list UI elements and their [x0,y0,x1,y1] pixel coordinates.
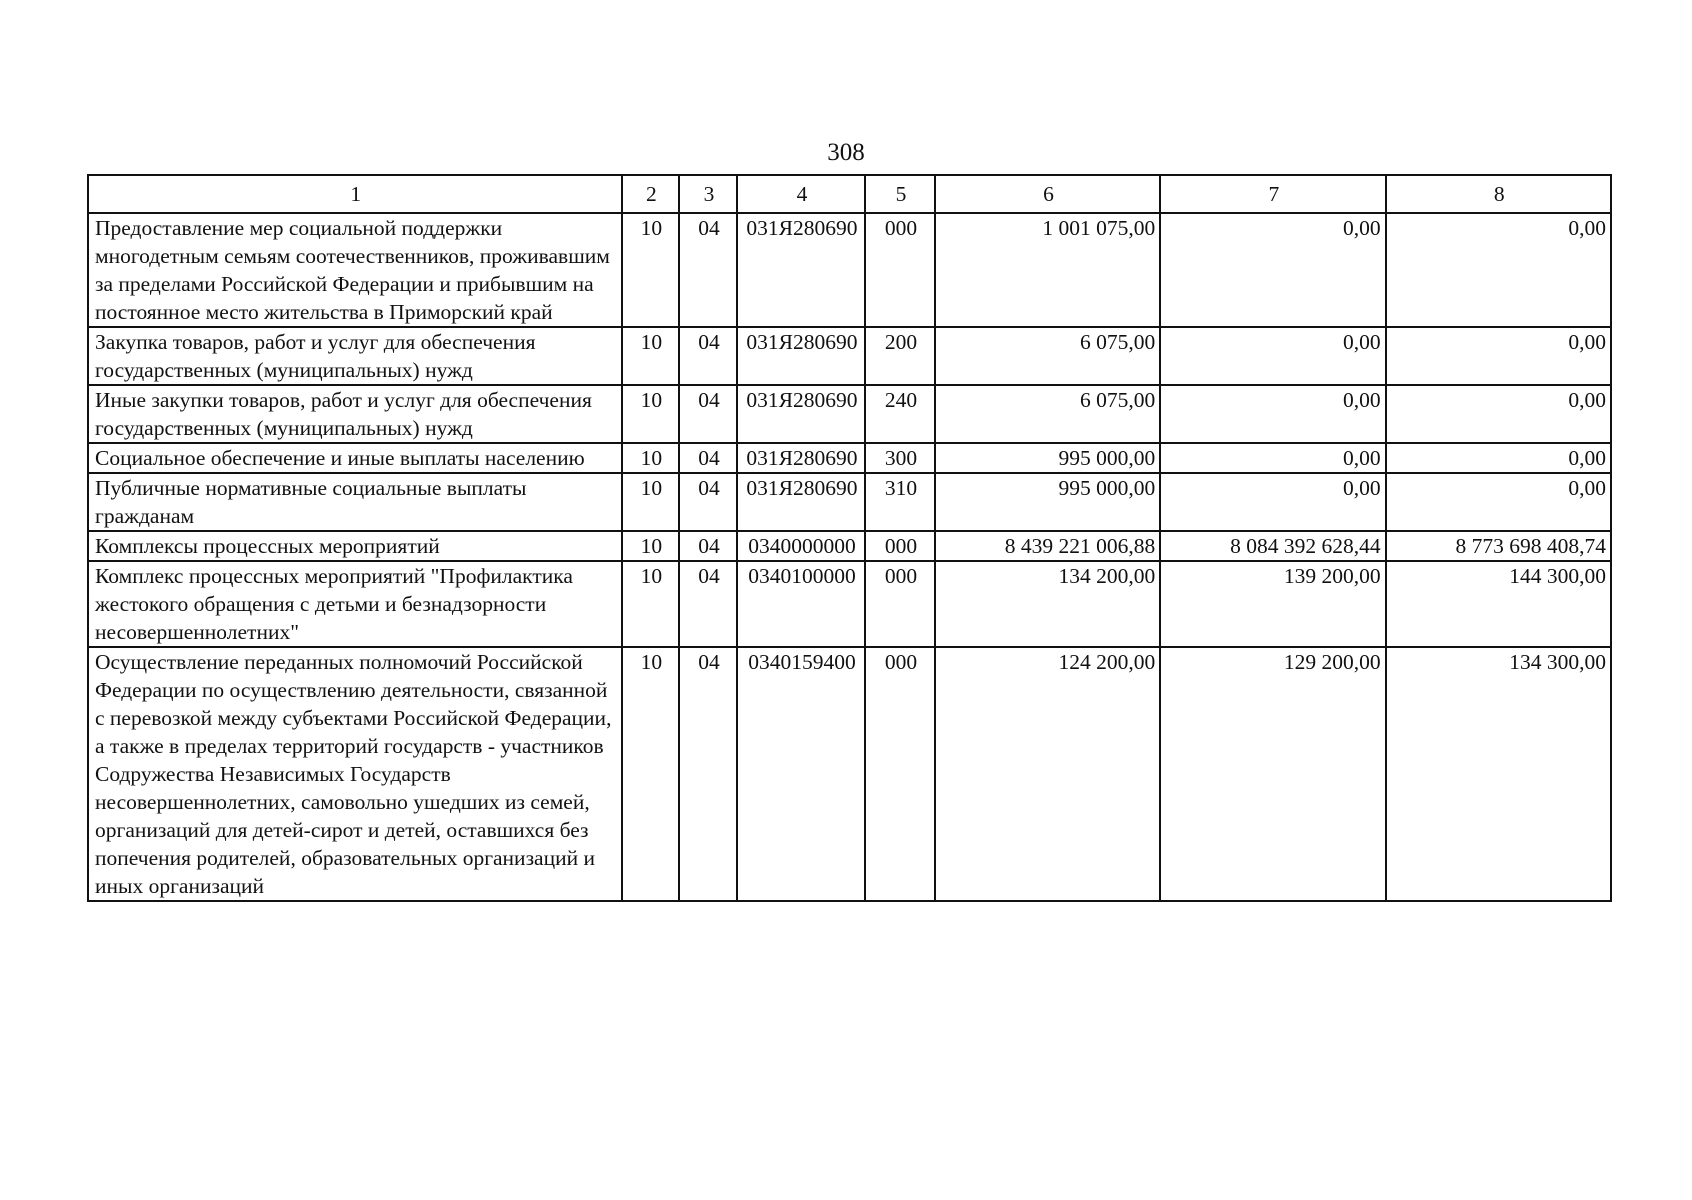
row-name: Публичные нормативные социальные выплаты гражданам [88,473,622,531]
amount-year-2: 0,00 [1160,327,1385,385]
subsection-code: 04 [679,647,737,901]
budget-table [87,174,1612,902]
page-number: 308 [827,139,865,166]
amount-year-1: 8 439 221 006,88 [935,531,1160,561]
section-code: 10 [622,561,680,647]
row-name: Комплексы процессных мероприятий [88,531,622,561]
target-article-code: 031Я280690 [737,213,865,327]
target-article-code: 0340100000 [737,561,865,647]
section-code: 10 [622,385,680,443]
amount-year-3: 0,00 [1386,443,1611,473]
expense-type-code: 300 [865,443,935,473]
table-row [88,327,1611,385]
target-article-code: 0340159400 [737,647,865,901]
column-header: 1 [88,175,622,213]
section-code: 10 [622,443,680,473]
row-name: Социальное обеспечение и иные выплаты населению [88,443,622,473]
expense-type-code: 200 [865,327,935,385]
expense-type-code: 000 [865,213,935,327]
amount-year-3: 144 300,00 [1386,561,1611,647]
table-row [88,473,1611,531]
amount-year-2: 129 200,00 [1160,647,1385,901]
column-header: 6 [935,175,1160,213]
amount-year-1: 134 200,00 [935,561,1160,647]
subsection-code: 04 [679,327,737,385]
amount-year-2: 0,00 [1160,213,1385,327]
table-row [88,531,1611,561]
column-header: 5 [865,175,935,213]
amount-year-2: 8 084 392 628,44 [1160,531,1385,561]
target-article-code: 0340000000 [737,531,865,561]
table-row [88,385,1611,443]
column-header: 8 [1386,175,1611,213]
amount-year-2: 0,00 [1160,443,1385,473]
amount-year-3: 134 300,00 [1386,647,1611,901]
amount-year-3: 0,00 [1386,327,1611,385]
amount-year-3: 0,00 [1386,473,1611,531]
amount-year-1: 1 001 075,00 [935,213,1160,327]
amount-year-1: 995 000,00 [935,443,1160,473]
row-name: Комплекс процессных мероприятий "Профилактика жестокого обращения с детьми и безнадзорности несовершеннолетних" [88,561,622,647]
subsection-code: 04 [679,443,737,473]
row-name: Иные закупки товаров, работ и услуг для обеспечения государственных (муниципальных) нужд [88,385,622,443]
amount-year-1: 124 200,00 [935,647,1160,901]
table-row [88,647,1611,901]
target-article-code: 031Я280690 [737,385,865,443]
amount-year-2: 0,00 [1160,473,1385,531]
table-row [88,561,1611,647]
target-article-code: 031Я280690 [737,327,865,385]
expense-type-code: 000 [865,561,935,647]
amount-year-3: 8 773 698 408,74 [1386,531,1611,561]
expense-type-code: 000 [865,531,935,561]
amount-year-2: 139 200,00 [1160,561,1385,647]
target-article-code: 031Я280690 [737,443,865,473]
section-code: 10 [622,473,680,531]
amount-year-3: 0,00 [1386,385,1611,443]
table-row [88,213,1611,327]
row-name: Закупка товаров, работ и услуг для обеспечения государственных (муниципальных) нужд [88,327,622,385]
amount-year-1: 6 075,00 [935,327,1160,385]
target-article-code: 031Я280690 [737,473,865,531]
section-code: 10 [622,531,680,561]
column-header: 4 [737,175,865,213]
row-name: Осуществление переданных полномочий Российской Федерации по осуществлению деятельности, связанной с перевозкой между субъектами Российской Федерации, а также в пределах территорий государств - участников Содружества Независимых Государств несовершеннолетних, самовольно ушедших из семей, организаций для детей-сирот и детей, оставшихся без попечения родителей, образовательных организаций и иных организаций [88,647,622,901]
expense-type-code: 310 [865,473,935,531]
table-header-row [88,175,1611,213]
row-name: Предоставление мер социальной поддержки многодетным семьям соотечественников, проживавшим за пределами Российской Федерации и прибывшим на постоянное место жительства в Приморский край [88,213,622,327]
amount-year-1: 6 075,00 [935,385,1160,443]
expense-type-code: 240 [865,385,935,443]
section-code: 10 [622,213,680,327]
amount-year-3: 0,00 [1386,213,1611,327]
amount-year-2: 0,00 [1160,385,1385,443]
column-header: 2 [622,175,680,213]
section-code: 10 [622,647,680,901]
table-row [88,443,1611,473]
subsection-code: 04 [679,213,737,327]
subsection-code: 04 [679,385,737,443]
amount-year-1: 995 000,00 [935,473,1160,531]
subsection-code: 04 [679,473,737,531]
section-code: 10 [622,327,680,385]
subsection-code: 04 [679,561,737,647]
column-header: 7 [1160,175,1385,213]
subsection-code: 04 [679,531,737,561]
expense-type-code: 000 [865,647,935,901]
column-header: 3 [679,175,737,213]
